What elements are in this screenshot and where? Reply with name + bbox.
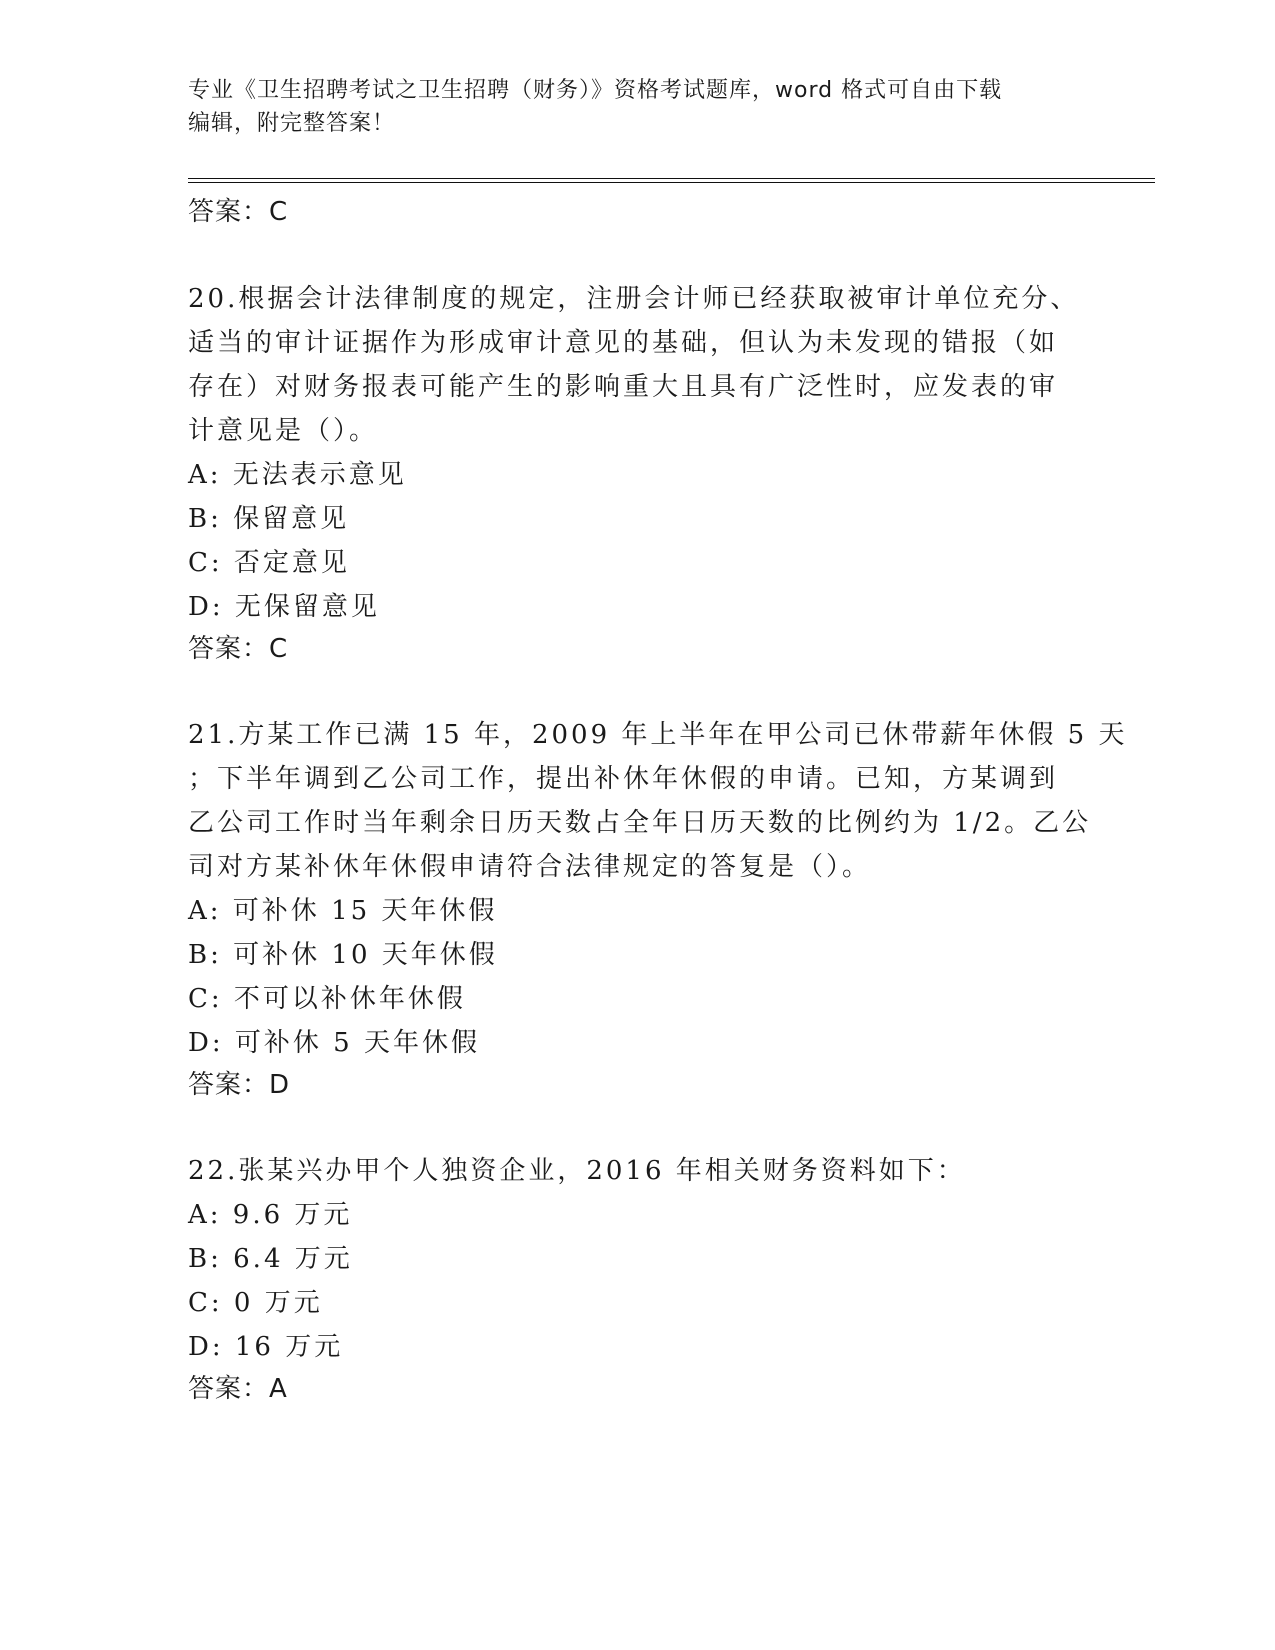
question-stem-line: 司对方某补休年休假申请符合法律规定的答复是（）。 [188,852,872,882]
header-line: 专业《卫生招聘考试之卫生招聘（财务）》资格考试题库，word 格式可自由下载 [188,78,1003,103]
question-stem-line: 21.方某工作已满 15 年，2009 年上半年在甲公司已休带薪年休假 5 天 [188,720,1128,750]
option-a: A: 无法表示意见 [188,460,407,490]
answer-line: 答案：A [188,1374,288,1404]
option-c: C: 否定意见 [188,548,350,578]
header-line: 编辑，附完整答案！ [188,111,396,136]
question-stem-line: 乙公司工作时当年剩余日历天数占全年日历天数的比例约为 1/2。乙公 [188,808,1092,838]
header-divider [188,178,1155,183]
option-c: C: 0 万元 [188,1288,323,1318]
option-d: D: 无保留意见 [188,592,380,622]
question-stem-line: 存在）对财务报表可能产生的影响重大且具有广泛性时，应发表的审 [188,372,1059,402]
answer-line: 答案：C [188,634,289,664]
document-header [188,74,1068,140]
option-d: D: 16 万元 [188,1332,344,1362]
option-a: A: 可补休 15 天年休假 [188,896,498,926]
option-d: D: 可补休 5 天年休假 [188,1028,480,1058]
question-stem-line: ；下半年调到乙公司工作，提出补休年休假的申请。已知，方某调到 [188,764,1059,794]
question-stem-line: 计意见是（）。 [188,416,379,446]
question-stem-line: 22.张某兴办甲个人独资企业，2016 年相关财务资料如下： [188,1156,966,1186]
option-b: B: 保留意见 [188,504,350,534]
question-stem-line: 适当的审计证据作为形成审计意见的基础，但认为未发现的错报（如 [188,328,1059,358]
option-b: B: 可补休 10 天年休假 [188,940,498,970]
question-stem-line: 20.根据会计法律制度的规定，注册会计师已经获取被审计单位充分、 [188,284,1080,314]
answer-line: 答案：C [188,197,289,227]
option-a: A: 9.6 万元 [188,1200,353,1230]
option-b: B: 6.4 万元 [188,1244,353,1274]
option-c: C: 不可以补休年休假 [188,984,466,1014]
answer-line: 答案：D [188,1070,291,1100]
